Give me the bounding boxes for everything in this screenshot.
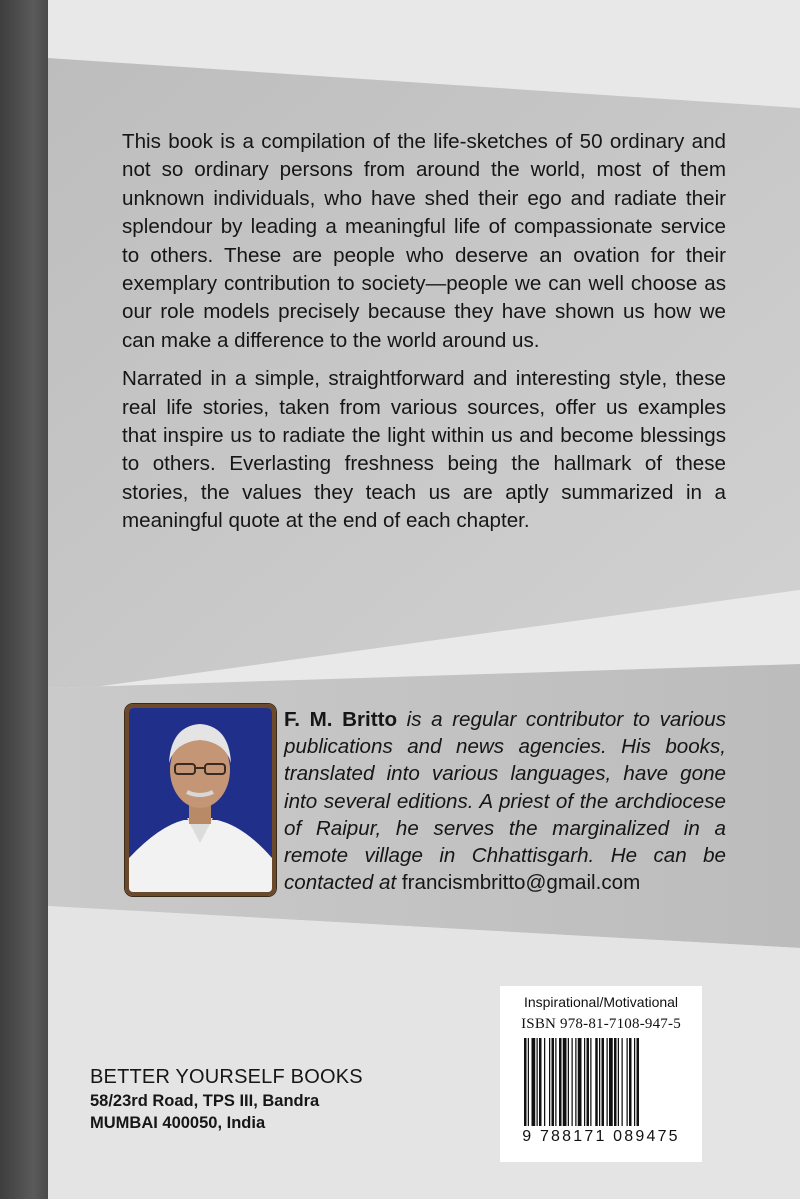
author-photo <box>125 704 276 896</box>
blurb-paragraph-2: Narrated in a simple, straightforward and interesting style, these real life stories, taken from various sources, offer us examples that inspire us to radiate the light within us and become blessings to others. Everlasting freshness being the hallmark of these stories, the values they teach us are aptly summarized in a meaningful quote at the end of each chapter. <box>122 367 726 533</box>
barcode-bar <box>537 1038 538 1126</box>
publisher-name: BETTER YOURSELF BOOKS <box>90 1066 363 1088</box>
barcode-bar <box>524 1038 527 1126</box>
book-spine <box>0 0 48 1199</box>
publisher-address-line-1: 58/23rd Road, TPS III, Bandra <box>90 1092 320 1110</box>
barcode-bar <box>559 1038 562 1126</box>
barcode-bar <box>555 1038 556 1126</box>
isbn-number: ISBN 978-81-7108-947-5 <box>521 1016 681 1032</box>
barcode-bar <box>528 1038 529 1126</box>
publisher-address-line-2: MUMBAI 400050, India <box>90 1114 266 1132</box>
barcode-bar <box>622 1038 623 1126</box>
back-cover-blurb <box>122 128 726 546</box>
barcode-bar <box>595 1038 598 1126</box>
barcode-bar <box>568 1038 569 1126</box>
barcode-bar <box>627 1038 628 1126</box>
barcode-bar <box>552 1038 555 1126</box>
barcode-bar <box>618 1038 619 1126</box>
barcode-bar <box>563 1038 567 1126</box>
isbn-label <box>500 986 702 1162</box>
barcode-bar <box>634 1038 635 1126</box>
barcode <box>524 1038 680 1126</box>
barcode-bar <box>602 1038 605 1126</box>
barcode-bar <box>539 1038 542 1126</box>
barcode-bar <box>590 1038 591 1126</box>
barcode-bar <box>584 1038 585 1126</box>
blurb-paragraph-1: This book is a compilation of the life-sketches of 50 ordinary and not so ordinary persons from around the world, most of them unknown individuals, who have shed their ego and radiate their splendour by leading a meaningful life of compassionate service to others. These are people who deserve an ovation for their exemplary contribution to society—people we can well choose as our role models precisely because they have shown us how we can make a difference to the world around us. <box>122 130 726 352</box>
barcode-digits: 9 788171 089475 <box>522 1128 680 1145</box>
barcode-bar <box>629 1038 632 1126</box>
barcode-bar <box>575 1038 576 1126</box>
author-bio-text: is a regular contributor to various publications and news agencies. His books, translated into various languages, have gone into several editions. A priest of the archdiocese of Raipur, he serves the marginalized in a remote village in Chhattisgarh. He can be contacted at <box>284 708 726 895</box>
barcode-bar <box>599 1038 600 1126</box>
barcode-bar <box>614 1038 617 1126</box>
barcode-bar <box>637 1038 640 1126</box>
author-bio <box>284 706 726 896</box>
book-category: Inspirational/Motivational <box>523 994 679 1010</box>
barcode-bar <box>578 1038 582 1126</box>
publisher-block <box>90 1064 363 1134</box>
barcode-bar <box>587 1038 590 1126</box>
barcode-bar <box>544 1038 545 1126</box>
barcode-bar <box>549 1038 550 1126</box>
barcode-bar <box>609 1038 613 1126</box>
author-name: F. M. Britto <box>284 708 398 731</box>
barcode-bar <box>607 1038 608 1126</box>
barcode-bar <box>572 1038 573 1126</box>
author-email[interactable]: francismbritto@gmail.com <box>401 871 641 895</box>
barcode-bar <box>532 1038 536 1126</box>
